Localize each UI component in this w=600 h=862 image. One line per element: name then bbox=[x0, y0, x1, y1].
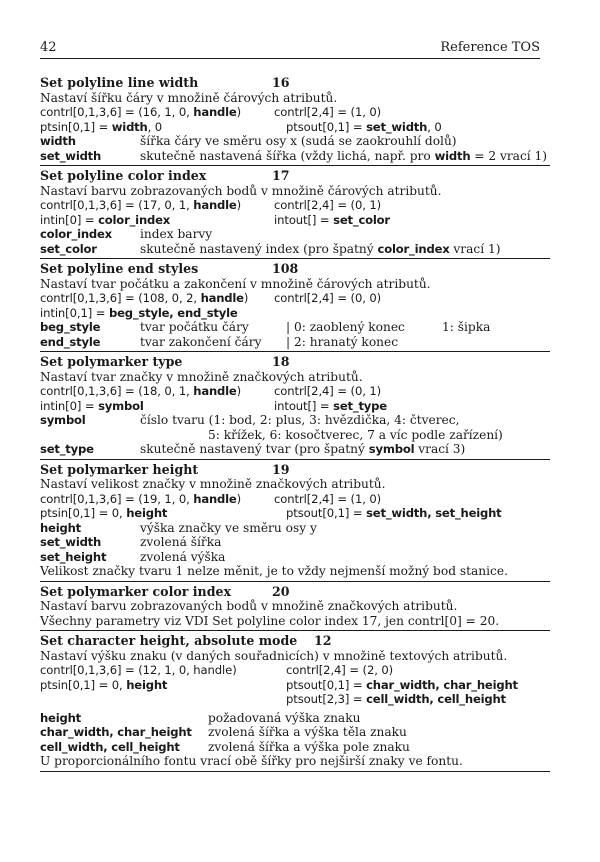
section-description: Nastaví velikost značky v množině značkových atributů. bbox=[40, 477, 386, 491]
param-name: set_type bbox=[40, 442, 94, 456]
param-name: char_width, char_height bbox=[40, 725, 192, 739]
param-name: set_color bbox=[40, 241, 97, 256]
param-name: set_height bbox=[40, 549, 107, 564]
ptsin-param: ptsin[0,1] = 0, height bbox=[40, 506, 168, 520]
section-title: Set polyline color index bbox=[40, 168, 207, 183]
section-note: Všechny parametry viz VDI Set polyline color index 17, jen contrl[0] = 20. bbox=[40, 613, 500, 628]
param-name: color_index bbox=[40, 227, 112, 241]
opcode-number: 16 bbox=[272, 75, 290, 90]
opcode-number: 19 bbox=[272, 461, 290, 477]
contrl-output: contrl[2,4] = (1, 0) bbox=[274, 491, 382, 506]
section-description: Nastaví barvu zobrazovaných bodů v množině značkových atributů. bbox=[40, 599, 458, 613]
contrl-input: contrl[0,1,3,6] = (108, 0, 2, handle) bbox=[40, 291, 249, 305]
section-title: Set polymarker height bbox=[40, 461, 199, 477]
ptsout-param: ptsout[0,1] = set_width, set_height bbox=[286, 506, 502, 520]
param-description: skutečně nastavený tvar (pro špatný symbol vrací 3) bbox=[140, 442, 466, 456]
section-description: Nastaví šířku čáry v množině čárových atributů. bbox=[40, 90, 338, 105]
param-description: skutečně nastavený index (pro špatný color_index vrací 1) bbox=[140, 241, 501, 256]
param-name: width bbox=[40, 134, 76, 148]
opcode-number: 18 bbox=[272, 354, 290, 369]
param-description: požadovaná výška znaku bbox=[208, 710, 361, 725]
param-name: height bbox=[40, 520, 81, 535]
section-set-polymarker-type bbox=[40, 355, 550, 460]
param-description: šířka čáry ve směru osy x (sudá se zaokrouhlí dolů) bbox=[140, 134, 457, 148]
section-set-character-height bbox=[40, 634, 550, 772]
contrl-input: contrl[0,1,3,6] = (17, 0, 1, handle) bbox=[40, 198, 242, 212]
ptsin-param: ptsin[0,1] = 0, height bbox=[40, 677, 168, 692]
intin-param: intin[0,1] = beg_style, end_style bbox=[40, 305, 238, 320]
param-name: symbol bbox=[40, 413, 86, 427]
section-description: Nastaví tvar značky v množině značkových atributů. bbox=[40, 369, 363, 384]
param-description: index barvy bbox=[140, 227, 213, 241]
contrl-output: contrl[2,4] = (2, 0) bbox=[286, 663, 394, 677]
section-set-polymarker-height bbox=[40, 463, 550, 582]
page-header bbox=[40, 40, 540, 59]
param-name: set_width bbox=[40, 535, 102, 549]
param-description: zvolená šířka a výška těla znaku bbox=[208, 725, 407, 739]
param-description: zvolená výška bbox=[140, 549, 226, 564]
section-title: Set polymarker type bbox=[40, 354, 183, 369]
section-title: Set polyline end styles bbox=[40, 261, 199, 276]
section-note: U proporcionálního fontu vrací obě šířky pro nejširší znaky ve fontu. bbox=[40, 754, 463, 768]
param-description: zvolená šířka a výška pole znaku bbox=[208, 739, 410, 754]
running-title: Reference TOS bbox=[440, 40, 540, 55]
opcode-number: 12 bbox=[314, 633, 332, 648]
param-option: | 2: hranatý konec bbox=[286, 334, 399, 349]
intin-param: intin[0] = symbol bbox=[40, 398, 144, 413]
section-description: Nastaví výšku znaku (v daných souřadnicích) v množině textových atributů. bbox=[40, 648, 508, 663]
param-description: číslo tvaru (1: bod, 2: plus, 3: hvězdička, 4: čtverec, bbox=[140, 413, 460, 427]
section-note: Velikost značky tvaru 1 nelze měnit, je to vždy nejmenší možný bod stanice. bbox=[40, 564, 508, 578]
section-set-polyline-color-index bbox=[40, 169, 550, 259]
param-name: end_style bbox=[40, 334, 101, 349]
section-description: Nastaví barvu zobrazovaných bodů v množině čárových atributů. bbox=[40, 183, 442, 198]
contrl-output: contrl[2,4] = (0, 0) bbox=[274, 291, 382, 305]
contrl-input: contrl[0,1,3,6] = (18, 0, 1, handle) bbox=[40, 384, 242, 398]
section-set-polymarker-color-index bbox=[40, 585, 550, 632]
page-content bbox=[40, 76, 550, 775]
section-set-polyline-end-styles bbox=[40, 262, 550, 352]
param-option: | 0: zaoblený konec bbox=[286, 320, 405, 334]
page-number: 42 bbox=[40, 40, 57, 55]
section-title: Set polyline line width bbox=[40, 75, 199, 90]
param-description: skutečně nastavená šířka (vždy lichá, např. pro width = 2 vrací 1) bbox=[140, 148, 548, 163]
section-description: Nastaví tvar počátku a zakončení v množině čárových atributů. bbox=[40, 276, 431, 291]
param-name: beg_style bbox=[40, 320, 101, 334]
section-set-polyline-line-width bbox=[40, 76, 550, 166]
ptsout-param: ptsout[0,1] = set_width, 0 bbox=[286, 119, 442, 134]
contrl-input: contrl[0,1,3,6] = (16, 1, 0, handle) bbox=[40, 105, 242, 119]
param-name: set_width bbox=[40, 148, 102, 163]
param-description-cont: 5: křížek, 6: kosočtverec, 7 a víc podle zařízení) bbox=[208, 427, 503, 442]
ptsout-param: ptsout[0,1] = char_width, char_height bbox=[286, 677, 518, 692]
opcode-number: 17 bbox=[272, 168, 290, 183]
param-description: tvar počátku čáry bbox=[140, 320, 249, 334]
ptsout-param: ptsout[2,3] = cell_width, cell_height bbox=[286, 692, 506, 706]
contrl-output: contrl[2,4] = (1, 0) bbox=[274, 105, 382, 119]
intout-param: intout[] = set_type bbox=[274, 398, 387, 413]
contrl-output: contrl[2,4] = (0, 1) bbox=[274, 198, 382, 212]
opcode-number: 20 bbox=[272, 583, 290, 599]
section-title: Set character height, absolute mode bbox=[40, 633, 298, 648]
opcode-number: 108 bbox=[272, 261, 299, 276]
param-name: cell_width, cell_height bbox=[40, 739, 180, 754]
intin-param: intin[0] = color_index bbox=[40, 212, 171, 227]
contrl-input: contrl[0,1,3,6] = (12, 1, 0, handle) bbox=[40, 663, 237, 677]
intout-param: intout[] = set_color bbox=[274, 212, 390, 227]
param-option: 1: šipka bbox=[442, 320, 491, 334]
contrl-input: contrl[0,1,3,6] = (19, 1, 0, handle) bbox=[40, 491, 242, 506]
contrl-output: contrl[2,4] = (0, 1) bbox=[274, 384, 382, 398]
param-description: tvar zakončení čáry bbox=[140, 334, 262, 349]
param-name: height bbox=[40, 710, 81, 725]
param-description: zvolená šířka bbox=[140, 535, 222, 549]
ptsin-param: ptsin[0,1] = width, 0 bbox=[40, 119, 163, 134]
param-description: výška značky ve směru osy y bbox=[140, 520, 317, 535]
section-title: Set polymarker color index bbox=[40, 583, 232, 599]
